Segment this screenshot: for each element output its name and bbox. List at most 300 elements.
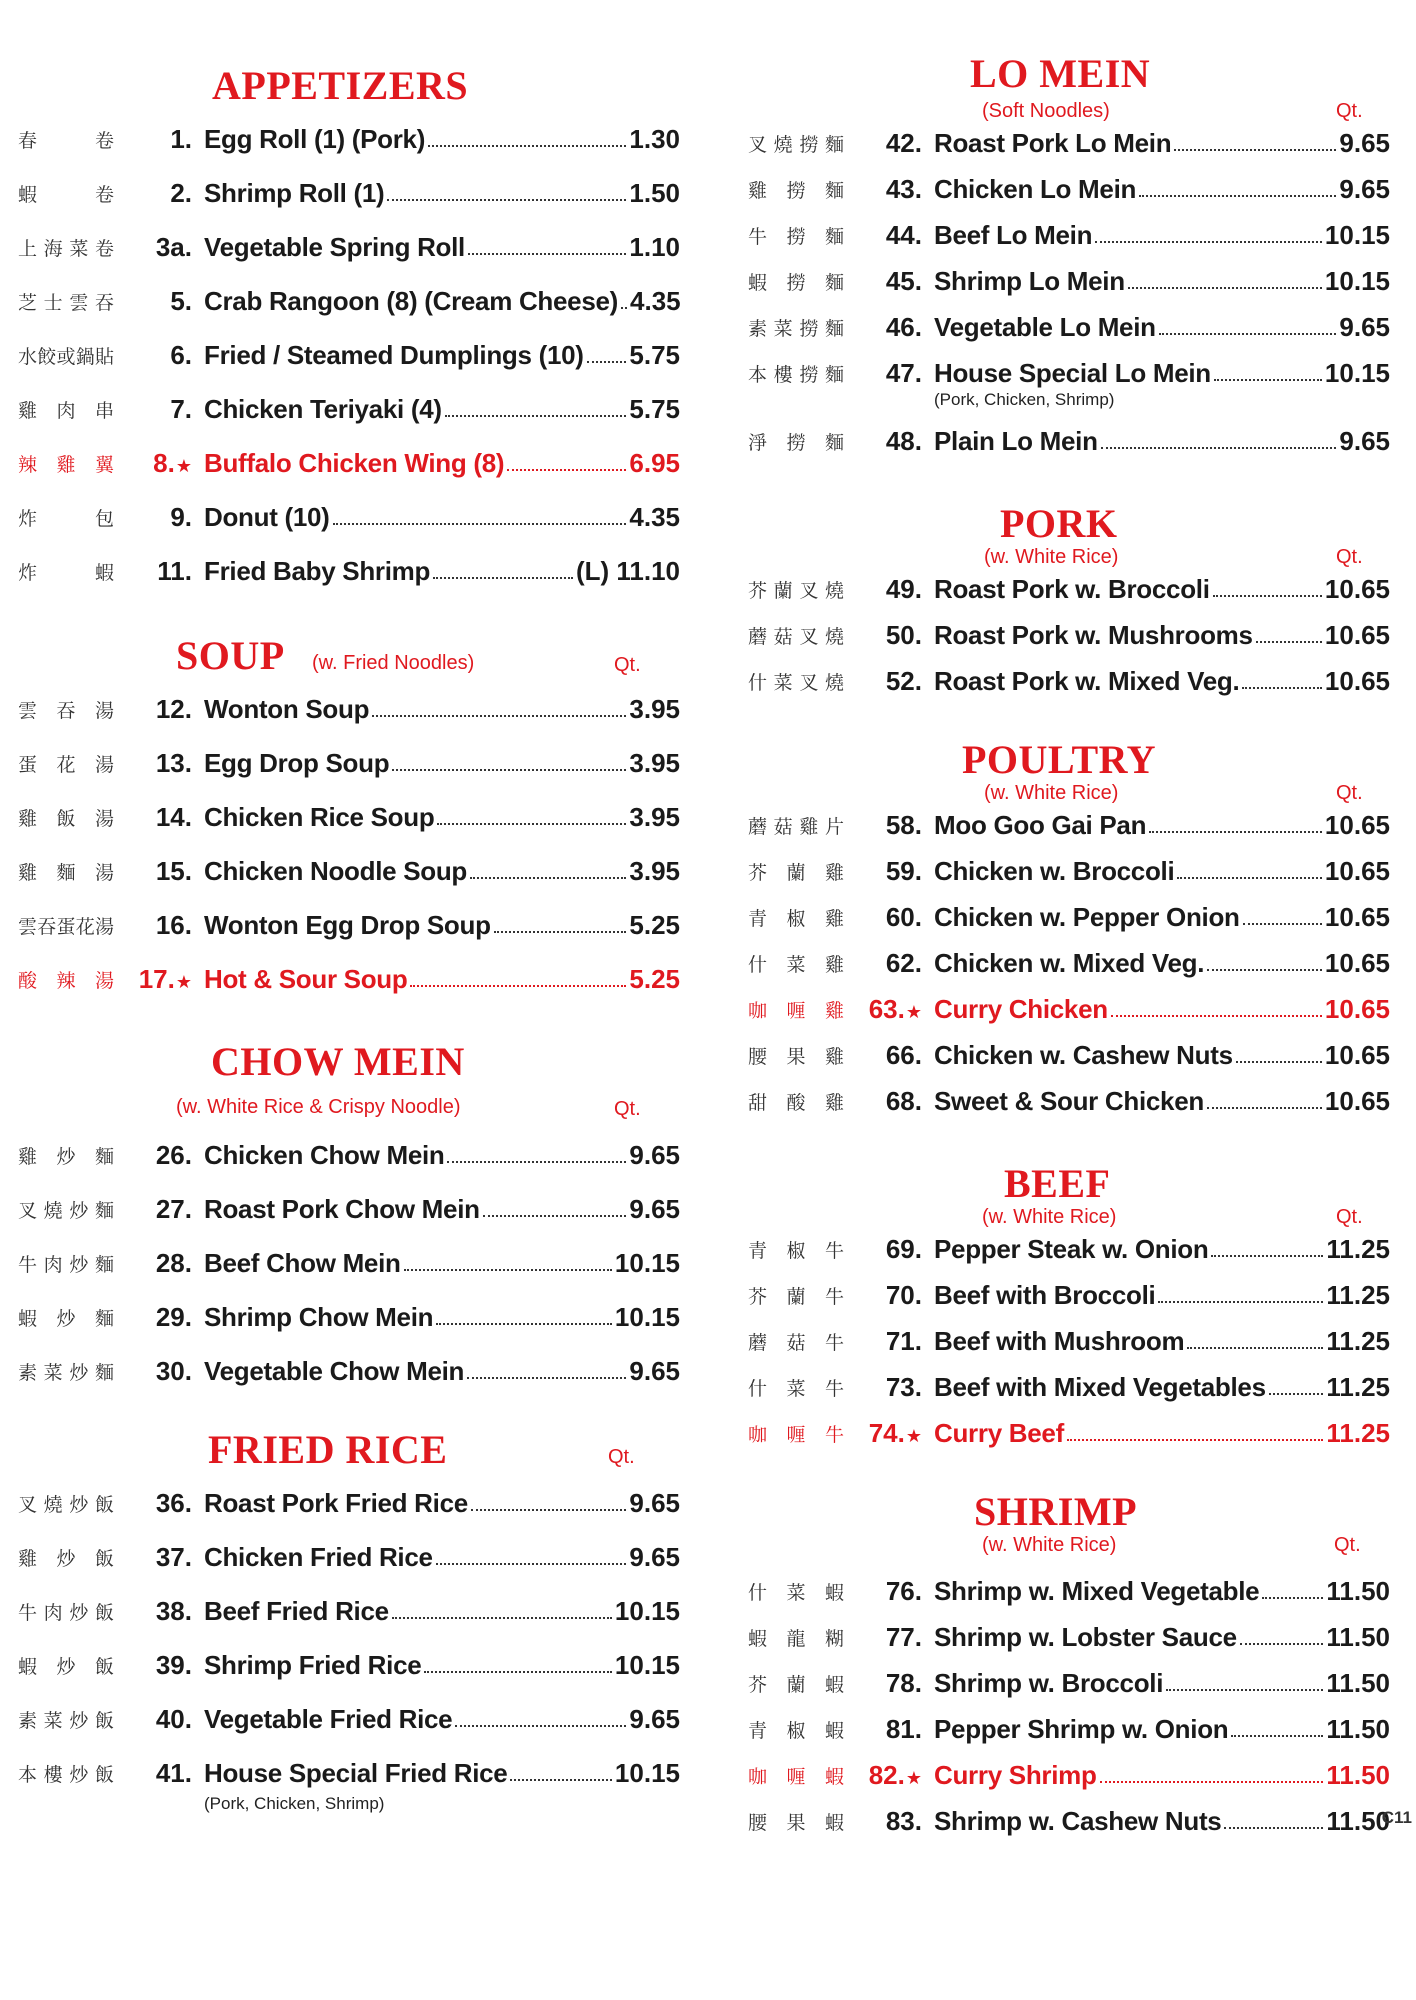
dot-leader [1262, 1597, 1323, 1599]
chinese-char: 撈 [786, 225, 806, 248]
chinese-char: 蝦 [824, 1581, 844, 1604]
dot-leader [424, 1671, 612, 1673]
item-price: 11.50 [1326, 1805, 1390, 1836]
menu-item [730, 1272, 1390, 1318]
item-number-text: 46. [885, 311, 922, 342]
chinese-char: 蛋 [56, 915, 76, 938]
item-number-text: 27. [155, 1193, 192, 1224]
chinese-char: 叉 [748, 133, 768, 156]
dot-leader [587, 361, 627, 363]
dot-leader [1256, 641, 1322, 643]
chinese-char: 炒 [69, 1361, 89, 1384]
dot-leader [1158, 1301, 1323, 1303]
item-price: 10.65 [1324, 1039, 1390, 1070]
item-number [860, 1622, 934, 1653]
menu-item [730, 1614, 1390, 1660]
item-name: Chicken w. Mixed Veg. [934, 947, 1205, 978]
chinese-char: 飯 [94, 1655, 114, 1678]
item-number [860, 994, 934, 1025]
dot-leader [467, 1377, 626, 1379]
chinese-char: 炒 [56, 1547, 76, 1570]
chinese-char: 牛 [824, 1423, 844, 1446]
item-number-text: 29. [155, 1301, 192, 1332]
item-chinese-name [730, 904, 860, 931]
chinese-char: 雞 [824, 861, 844, 884]
dot-leader [1187, 1347, 1323, 1349]
chinese-char: 酸 [786, 1091, 806, 1114]
item-number [130, 910, 204, 941]
item-price: 10.15 [614, 1757, 680, 1788]
chinese-char: 水 [18, 345, 38, 368]
item-name: Shrimp Chow Mein [204, 1301, 434, 1332]
chinese-char: 蝦 [824, 1719, 844, 1742]
item-name: Vegetable Fried Rice [204, 1703, 453, 1734]
beef-subtitle: (w. White Rice) [982, 1206, 1117, 1228]
chinese-char: 雞 [824, 953, 844, 976]
item-price: 6.95 [629, 447, 680, 478]
chinese-char: 果 [786, 1045, 806, 1068]
chinese-char: 撈 [799, 363, 819, 386]
chinese-char: 麵 [56, 861, 76, 884]
chinese-char: 叉 [18, 1199, 38, 1222]
item-name: Moo Goo Gai Pan [934, 809, 1147, 840]
item-price: 10.65 [1324, 619, 1390, 650]
item-name: Beef with Mixed Vegetables [934, 1371, 1266, 1402]
dot-leader [1211, 1255, 1323, 1257]
item-number-text: 59. [885, 855, 922, 886]
dot-leader [1207, 969, 1322, 971]
chinese-char: 麵 [824, 271, 844, 294]
item-chinese-name [0, 1490, 130, 1517]
item-number [860, 1576, 934, 1607]
chinese-char: 撈 [786, 271, 806, 294]
chinese-char: 雞 [18, 1547, 38, 1570]
menu-item [0, 790, 680, 844]
menu-item [0, 952, 680, 1006]
chinese-char: 菇 [773, 815, 793, 838]
dot-leader [468, 253, 626, 255]
item-chinese-name [730, 130, 860, 157]
chinese-char: 肉 [43, 1253, 63, 1276]
chinese-char: 辣 [18, 453, 38, 476]
menu-item [0, 1476, 680, 1530]
dot-leader [392, 769, 626, 771]
dot-leader [455, 1725, 626, 1727]
chinese-char: 腰 [748, 1045, 768, 1068]
dot-leader [471, 1509, 626, 1511]
item-chinese-name [730, 668, 860, 695]
dot-leader [494, 931, 627, 933]
item-number [860, 1668, 934, 1699]
chinese-char: 雞 [18, 399, 38, 422]
beef-title: BEEF [1004, 1161, 1111, 1206]
chinese-char: 春 [18, 129, 38, 152]
chow-mein-title: CHOW MEIN [211, 1039, 465, 1084]
page-marker: C11 [1381, 1808, 1412, 1827]
item-price: 3.95 [629, 801, 680, 832]
chinese-char: 翼 [94, 453, 114, 476]
chinese-char: 卷 [94, 237, 114, 260]
item-name: Beef with Mushroom [934, 1325, 1185, 1356]
chinese-char: 炒 [56, 1307, 76, 1330]
dot-leader [447, 1161, 626, 1163]
menu-item [0, 166, 680, 220]
menu-item [0, 328, 680, 382]
menu-item [0, 682, 680, 736]
menu-item [0, 490, 680, 544]
item-number [130, 1542, 204, 1573]
dot-leader [445, 415, 627, 417]
chinese-char: 燒 [43, 1199, 63, 1222]
spicy-star-icon: ★ [175, 455, 192, 476]
item-price: 9.65 [629, 1487, 680, 1518]
dot-leader [1111, 1015, 1322, 1017]
item-name: Hot & Sour Soup [204, 963, 408, 994]
item-price: 10.65 [1324, 993, 1390, 1024]
fried-rice-section [0, 1426, 680, 1826]
item-number [860, 620, 934, 651]
dot-leader [437, 823, 626, 825]
chow-mein-section [0, 1038, 680, 1398]
dot-leader [483, 1215, 627, 1217]
item-chinese-name [730, 360, 860, 387]
chinese-char: 雞 [799, 815, 819, 838]
chinese-char: 炒 [56, 1145, 76, 1168]
item-price: 4.35 [629, 501, 680, 532]
item-price: 11.50 [1326, 1713, 1390, 1744]
dot-leader [1159, 333, 1337, 335]
item-number [130, 1650, 204, 1681]
shrimp-title: SHRIMP [974, 1489, 1137, 1534]
dot-leader [1177, 877, 1322, 879]
item-name: Curry Chicken [934, 993, 1108, 1024]
item-price: 4.35 [630, 285, 681, 316]
item-name: Pepper Shrimp w. Onion [934, 1713, 1229, 1744]
menu-item [730, 120, 1390, 166]
item-number [860, 1326, 934, 1357]
item-number-text: 52. [885, 665, 922, 696]
menu-item [0, 844, 680, 898]
poultry-subtitle: (w. White Rice) [984, 782, 1119, 804]
appetizers-section [0, 62, 680, 598]
item-name: Shrimp w. Cashew Nuts [934, 1805, 1222, 1836]
item-number-text: 12. [155, 693, 192, 724]
item-chinese-name [0, 1598, 130, 1625]
chinese-char: 喱 [786, 999, 806, 1022]
item-number [860, 666, 934, 697]
chinese-char: 炒 [56, 1655, 76, 1678]
item-name: Shrimp Fried Rice [204, 1649, 422, 1680]
item-price: 5.25 [629, 909, 680, 940]
chinese-char: 樓 [43, 1763, 63, 1786]
item-price: 10.65 [1324, 1085, 1390, 1116]
chinese-char: 炒 [69, 1199, 89, 1222]
chinese-char: 飯 [94, 1709, 114, 1732]
chinese-char: 什 [748, 671, 768, 694]
chinese-char: 上 [18, 237, 38, 260]
menu-item [0, 1344, 680, 1398]
chinese-char: 雞 [56, 453, 76, 476]
chinese-char: 菜 [786, 953, 806, 976]
dot-leader [1149, 831, 1322, 833]
chinese-char: 湯 [94, 969, 114, 992]
item-number-text: 45. [885, 265, 922, 296]
dot-leader [1269, 1393, 1324, 1395]
menu-item [730, 1364, 1390, 1410]
chinese-char: 蝦 [824, 1811, 844, 1834]
chinese-char: 湯 [94, 753, 114, 776]
menu-item [0, 1290, 680, 1344]
item-chinese-name [730, 622, 860, 649]
chinese-char: 撈 [786, 431, 806, 454]
item-name: Chicken Lo Mein [934, 173, 1137, 204]
chinese-char: 花 [75, 915, 95, 938]
item-note: (Pork, Chicken, Shrimp) [934, 390, 1115, 409]
item-number-text: 44. [885, 219, 922, 250]
item-chinese-name [0, 1652, 130, 1679]
item-chinese-name [730, 1282, 860, 1309]
item-number-text: 38. [155, 1595, 192, 1626]
item-name: Vegetable Spring Roll [204, 231, 465, 262]
menu-item [730, 1226, 1390, 1272]
menu-item [0, 274, 680, 328]
pork-title: PORK [1000, 501, 1118, 546]
chinese-char: 燒 [824, 671, 844, 694]
poultry-qt-label: Qt. [1336, 782, 1363, 804]
item-chinese-name [0, 912, 130, 939]
chinese-char: 撈 [799, 133, 819, 156]
item-number [860, 1086, 934, 1117]
item-name: Shrimp Roll (1) [204, 177, 385, 208]
item-name: Fried Baby Shrimp [204, 555, 431, 586]
item-price: 9.65 [1339, 173, 1390, 204]
item-chinese-name [730, 1624, 860, 1651]
item-number [860, 128, 934, 159]
soup-subtitle: (w. Fried Noodles) [312, 652, 475, 674]
chinese-char: 素 [748, 317, 768, 340]
item-number [860, 948, 934, 979]
poultry-title: POULTRY [962, 737, 1156, 782]
item-name: Pepper Steak w. Onion [934, 1233, 1209, 1264]
item-name: Curry Shrimp [934, 1759, 1097, 1790]
item-number [860, 358, 934, 389]
chinese-char: 喱 [786, 1765, 806, 1788]
item-number [860, 1760, 934, 1791]
chinese-char: 什 [748, 953, 768, 976]
item-price: 9.65 [629, 1139, 680, 1170]
dot-leader [1207, 1107, 1322, 1109]
menu-item [0, 1530, 680, 1584]
chinese-char: 蝦 [748, 1627, 768, 1650]
item-price: 11.25 [1326, 1417, 1390, 1448]
item-chinese-name [0, 1358, 130, 1385]
item-name: Roast Pork Chow Mein [204, 1193, 480, 1224]
lo-mein-section [730, 50, 1390, 464]
item-number [860, 426, 934, 457]
item-number [130, 448, 204, 479]
chinese-char: 芥 [748, 1285, 768, 1308]
item-name: Roast Pork w. Broccoli [934, 573, 1210, 604]
chinese-char: 芥 [748, 579, 768, 602]
menu-item [730, 1078, 1390, 1124]
item-chinese-name [730, 812, 860, 839]
chinese-char: 燒 [824, 579, 844, 602]
pork-section [730, 500, 1390, 704]
spicy-star-icon: ★ [175, 971, 192, 992]
item-number-text: 58. [885, 809, 922, 840]
item-chinese-name [730, 1716, 860, 1743]
chinese-char: 酸 [18, 969, 38, 992]
item-number-text: 16. [155, 909, 192, 940]
item-price: 1.50 [629, 177, 680, 208]
item-chinese-name [0, 288, 130, 315]
item-price: 11.50 [1326, 1759, 1390, 1790]
chinese-char: 蘭 [773, 579, 793, 602]
item-number [860, 220, 934, 251]
item-chinese-name [730, 1042, 860, 1069]
item-chinese-name [0, 1544, 130, 1571]
lo-mein-title: LO MEIN [970, 51, 1151, 96]
dot-leader [510, 1779, 611, 1781]
item-name: Donut (10) [204, 501, 330, 532]
dot-leader [1174, 149, 1336, 151]
chinese-char: 芥 [748, 1673, 768, 1696]
dot-leader [387, 199, 626, 201]
chinese-char: 糊 [824, 1627, 844, 1650]
chinese-char: 叉 [799, 671, 819, 694]
spicy-star-icon: ★ [905, 1767, 922, 1788]
chinese-char: 鍋 [75, 345, 95, 368]
chinese-char: 雞 [824, 1045, 844, 1068]
item-chinese-name [730, 268, 860, 295]
chinese-char: 肉 [43, 1601, 63, 1624]
item-name: Sweet & Sour Chicken [934, 1085, 1204, 1116]
item-name: Chicken w. Cashew Nuts [934, 1039, 1233, 1070]
item-number-text: 60. [885, 901, 922, 932]
chinese-char: 飯 [94, 1601, 114, 1624]
item-number [130, 556, 204, 587]
dot-leader [507, 469, 626, 471]
chinese-char: 素 [18, 1709, 38, 1732]
menu-item [0, 382, 680, 436]
menu-item [730, 658, 1390, 704]
chinese-char: 菜 [773, 317, 793, 340]
item-number-text: 13. [155, 747, 192, 778]
item-name: Crab Rangoon (8) (Cream Cheese) [204, 285, 619, 316]
chinese-char: 麵 [824, 317, 844, 340]
chinese-char: 麵 [824, 431, 844, 454]
chinese-char: 牛 [824, 1331, 844, 1354]
chinese-char: 蝦 [748, 271, 768, 294]
item-price: 10.65 [1324, 855, 1390, 886]
chinese-char: 牛 [824, 1377, 844, 1400]
item-name: House Special Fried Rice [204, 1757, 508, 1788]
dot-leader [1067, 1439, 1323, 1441]
item-price: 10.65 [1324, 809, 1390, 840]
item-number [130, 1488, 204, 1519]
item-price: 10.65 [1324, 901, 1390, 932]
chinese-char: 雲 [18, 699, 38, 722]
shrimp-qt-label: Qt. [1334, 1534, 1361, 1556]
item-chinese-name [730, 1328, 860, 1355]
item-chinese-name [730, 858, 860, 885]
pork-qt-label: Qt. [1336, 546, 1363, 568]
menu-item [0, 1638, 680, 1692]
chinese-char: 蘭 [786, 861, 806, 884]
chinese-char: 椒 [786, 1719, 806, 1742]
item-price: 3.95 [629, 747, 680, 778]
item-chinese-name [0, 1250, 130, 1277]
item-number-text: 63. [868, 993, 905, 1024]
item-chinese-name [730, 1578, 860, 1605]
menu-item [0, 112, 680, 166]
chinese-char: 麵 [824, 133, 844, 156]
item-name: Shrimp w. Lobster Sauce [934, 1621, 1237, 1652]
chinese-char: 雲 [69, 291, 89, 314]
item-number-text: 40. [155, 1703, 192, 1734]
chinese-char: 肉 [56, 399, 76, 422]
item-number-text: 2. [170, 177, 192, 208]
item-chinese-name [730, 1762, 860, 1789]
item-price: 11.50 [1326, 1621, 1390, 1652]
item-price: 10.65 [1324, 947, 1390, 978]
item-price: 10.65 [1324, 665, 1390, 696]
chinese-char: 飯 [94, 1547, 114, 1570]
chinese-char: 咖 [748, 999, 768, 1022]
chinese-char: 燒 [43, 1493, 63, 1516]
item-name: Chicken w. Broccoli [934, 855, 1175, 886]
chinese-char: 雞 [824, 999, 844, 1022]
item-number-text: 3a. [155, 231, 192, 262]
item-name: Roast Pork Fried Rice [204, 1487, 468, 1518]
item-price: 1.30 [629, 123, 680, 154]
item-name: Beef Lo Mein [934, 219, 1093, 250]
item-number [130, 340, 204, 371]
item-number-text: 49. [885, 573, 922, 604]
dot-leader [1213, 595, 1322, 597]
item-chinese-name [730, 1420, 860, 1447]
menu-item [0, 544, 680, 598]
chinese-char: 飯 [94, 1493, 114, 1516]
beef-qt-label: Qt. [1336, 1206, 1363, 1228]
item-chinese-name [0, 558, 130, 585]
item-name: Beef with Broccoli [934, 1279, 1156, 1310]
item-number-text: 73. [885, 1371, 922, 1402]
item-number-text: 30. [155, 1355, 192, 1386]
chinese-char: 蛋 [18, 753, 38, 776]
chinese-char: 蝦 [824, 1765, 844, 1788]
chinese-char: 吞 [56, 699, 76, 722]
chinese-char: 本 [748, 363, 768, 386]
chow-mein-subtitle: (w. White Rice & Crispy Noodle) [176, 1096, 461, 1118]
chinese-char: 吞 [37, 915, 57, 938]
item-chinese-name [0, 126, 130, 153]
chinese-char: 麵 [94, 1199, 114, 1222]
menu-item [730, 1660, 1390, 1706]
dot-leader [1240, 1643, 1324, 1645]
item-number-text: 70. [885, 1279, 922, 1310]
item-price: 11.25 [1326, 1233, 1390, 1264]
menu-item [730, 258, 1390, 304]
chinese-char: 菜 [69, 237, 89, 260]
item-price: 10.15 [614, 1301, 680, 1332]
menu-item [730, 612, 1390, 658]
chinese-char: 牛 [748, 225, 768, 248]
item-chinese-name [730, 428, 860, 455]
chinese-char: 菇 [786, 1331, 806, 1354]
lo-mein-qt-label: Qt. [1336, 100, 1363, 122]
item-name: Chicken Teriyaki (4) [204, 393, 442, 424]
